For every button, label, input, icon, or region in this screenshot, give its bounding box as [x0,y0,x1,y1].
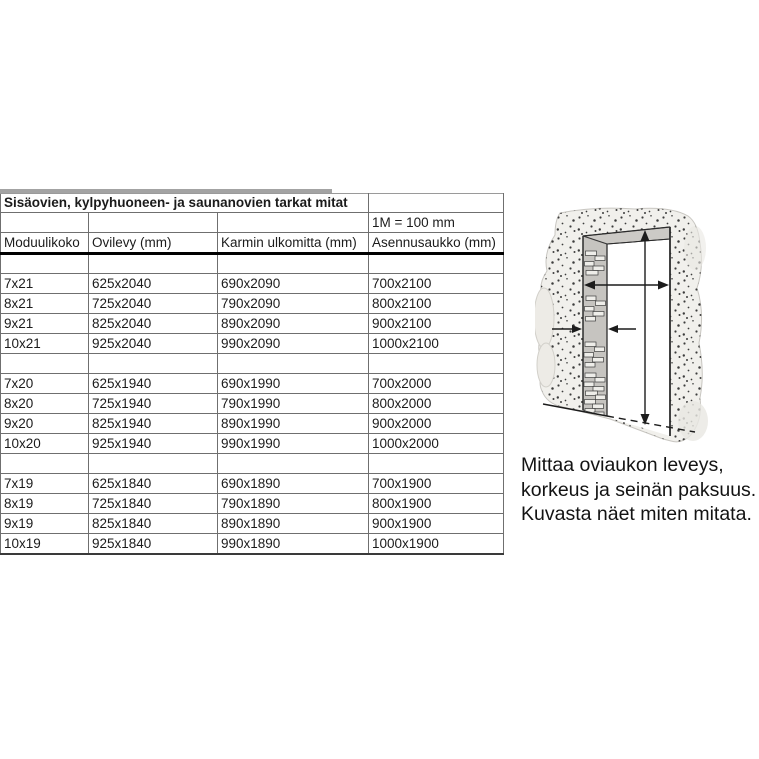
module-size-cell: 10x21 [1,334,89,354]
dimension-cell: 725x2040 [89,294,218,314]
table-cell-empty [369,194,504,213]
dimension-cell: 790x1890 [218,494,369,514]
dimension-cell: 800x1900 [369,494,504,514]
module-size-cell: 10x20 [1,434,89,454]
dimension-cell: 890x1890 [218,514,369,534]
door-dimensions-table-body [1,194,504,554]
wall-smooth-patch [537,343,555,387]
module-size-cell: 9x21 [1,314,89,334]
table-title: Sisäovien, kylpyhuoneen- ja saunanovien tarkat mitat [1,194,369,213]
column-header: Moduulikoko [1,233,89,254]
dimension-cell: 790x1990 [218,394,369,414]
table-cell-empty [218,354,369,374]
dimension-cell: 900x2000 [369,414,504,434]
table-cell-empty [89,254,218,274]
dimension-cell: 700x1900 [369,474,504,494]
measurement-instructions [521,453,756,527]
table-cell-empty [369,354,504,374]
dimension-cell: 890x1990 [218,414,369,434]
dimension-cell: 925x1940 [89,434,218,454]
column-header: Karmin ulkomitta (mm) [218,233,369,254]
table-cell-empty [218,454,369,474]
dimension-cell: 890x2090 [218,314,369,334]
dimension-cell: 690x1890 [218,474,369,494]
table-cell-empty [369,454,504,474]
module-size-cell: 8x19 [1,494,89,514]
table-cell-empty [89,213,218,233]
dimension-cell: 625x2040 [89,274,218,294]
dimension-cell: 700x2100 [369,274,504,294]
dimension-cell: 1000x1900 [369,534,504,554]
table-cell-empty [89,354,218,374]
dimension-cell: 790x2090 [218,294,369,314]
wall-smooth-patch [678,401,708,441]
module-size-cell: 10x19 [1,534,89,554]
dimension-cell: 800x2100 [369,294,504,314]
dimension-cell: 990x1890 [218,534,369,554]
dimension-cell: 625x1940 [89,374,218,394]
dimension-cell: 1000x2000 [369,434,504,454]
table-cell-empty [1,454,89,474]
module-size-cell: 7x20 [1,374,89,394]
caption-line: Kuvasta näet miten mitata. [521,503,752,525]
wall-smooth-patch [684,226,706,270]
module-size-cell: 7x19 [1,474,89,494]
module-size-cell: 8x21 [1,294,89,314]
dimension-cell: 900x1900 [369,514,504,534]
caption-line: Mittaa oviaukon leveys, [521,454,724,476]
dimension-cell: 990x1990 [218,434,369,454]
door-opening-diagram [535,193,720,461]
module-size-cell: 9x19 [1,514,89,534]
dimension-cell: 800x2000 [369,394,504,414]
table-cell-empty [1,354,89,374]
dimension-cell: 1000x2100 [369,334,504,354]
dimension-cell: 925x1840 [89,534,218,554]
column-header: Ovilevy (mm) [89,233,218,254]
wall-smooth-patch [535,288,554,348]
dimension-cell: 925x2040 [89,334,218,354]
table-cell-empty [1,213,89,233]
module-size-cell: 7x21 [1,274,89,294]
dimension-cell: 690x2090 [218,274,369,294]
dimension-cell: 825x1940 [89,414,218,434]
dimension-cell: 825x2040 [89,314,218,334]
module-size-cell: 8x20 [1,394,89,414]
door-dimensions-table [0,193,504,555]
unit-note: 1M = 100 mm [369,213,504,233]
table-cell-empty [369,254,504,274]
dimension-cell: 690x1990 [218,374,369,394]
dimension-cell: 900x2100 [369,314,504,334]
dimension-cell: 990x2090 [218,334,369,354]
module-size-cell: 9x20 [1,414,89,434]
dimension-cell: 725x1840 [89,494,218,514]
table-cell-empty [1,254,89,274]
dimension-cell: 725x1940 [89,394,218,414]
dimension-cell: 700x2000 [369,374,504,394]
table-cell-empty [89,454,218,474]
table-cell-empty [218,213,369,233]
table-cell-empty [218,254,369,274]
column-header: Asennusaukko (mm) [369,233,504,254]
dimension-cell: 625x1840 [89,474,218,494]
caption-line: korkeus ja seinän paksuus. [521,478,757,501]
dimension-cell: 825x1840 [89,514,218,534]
